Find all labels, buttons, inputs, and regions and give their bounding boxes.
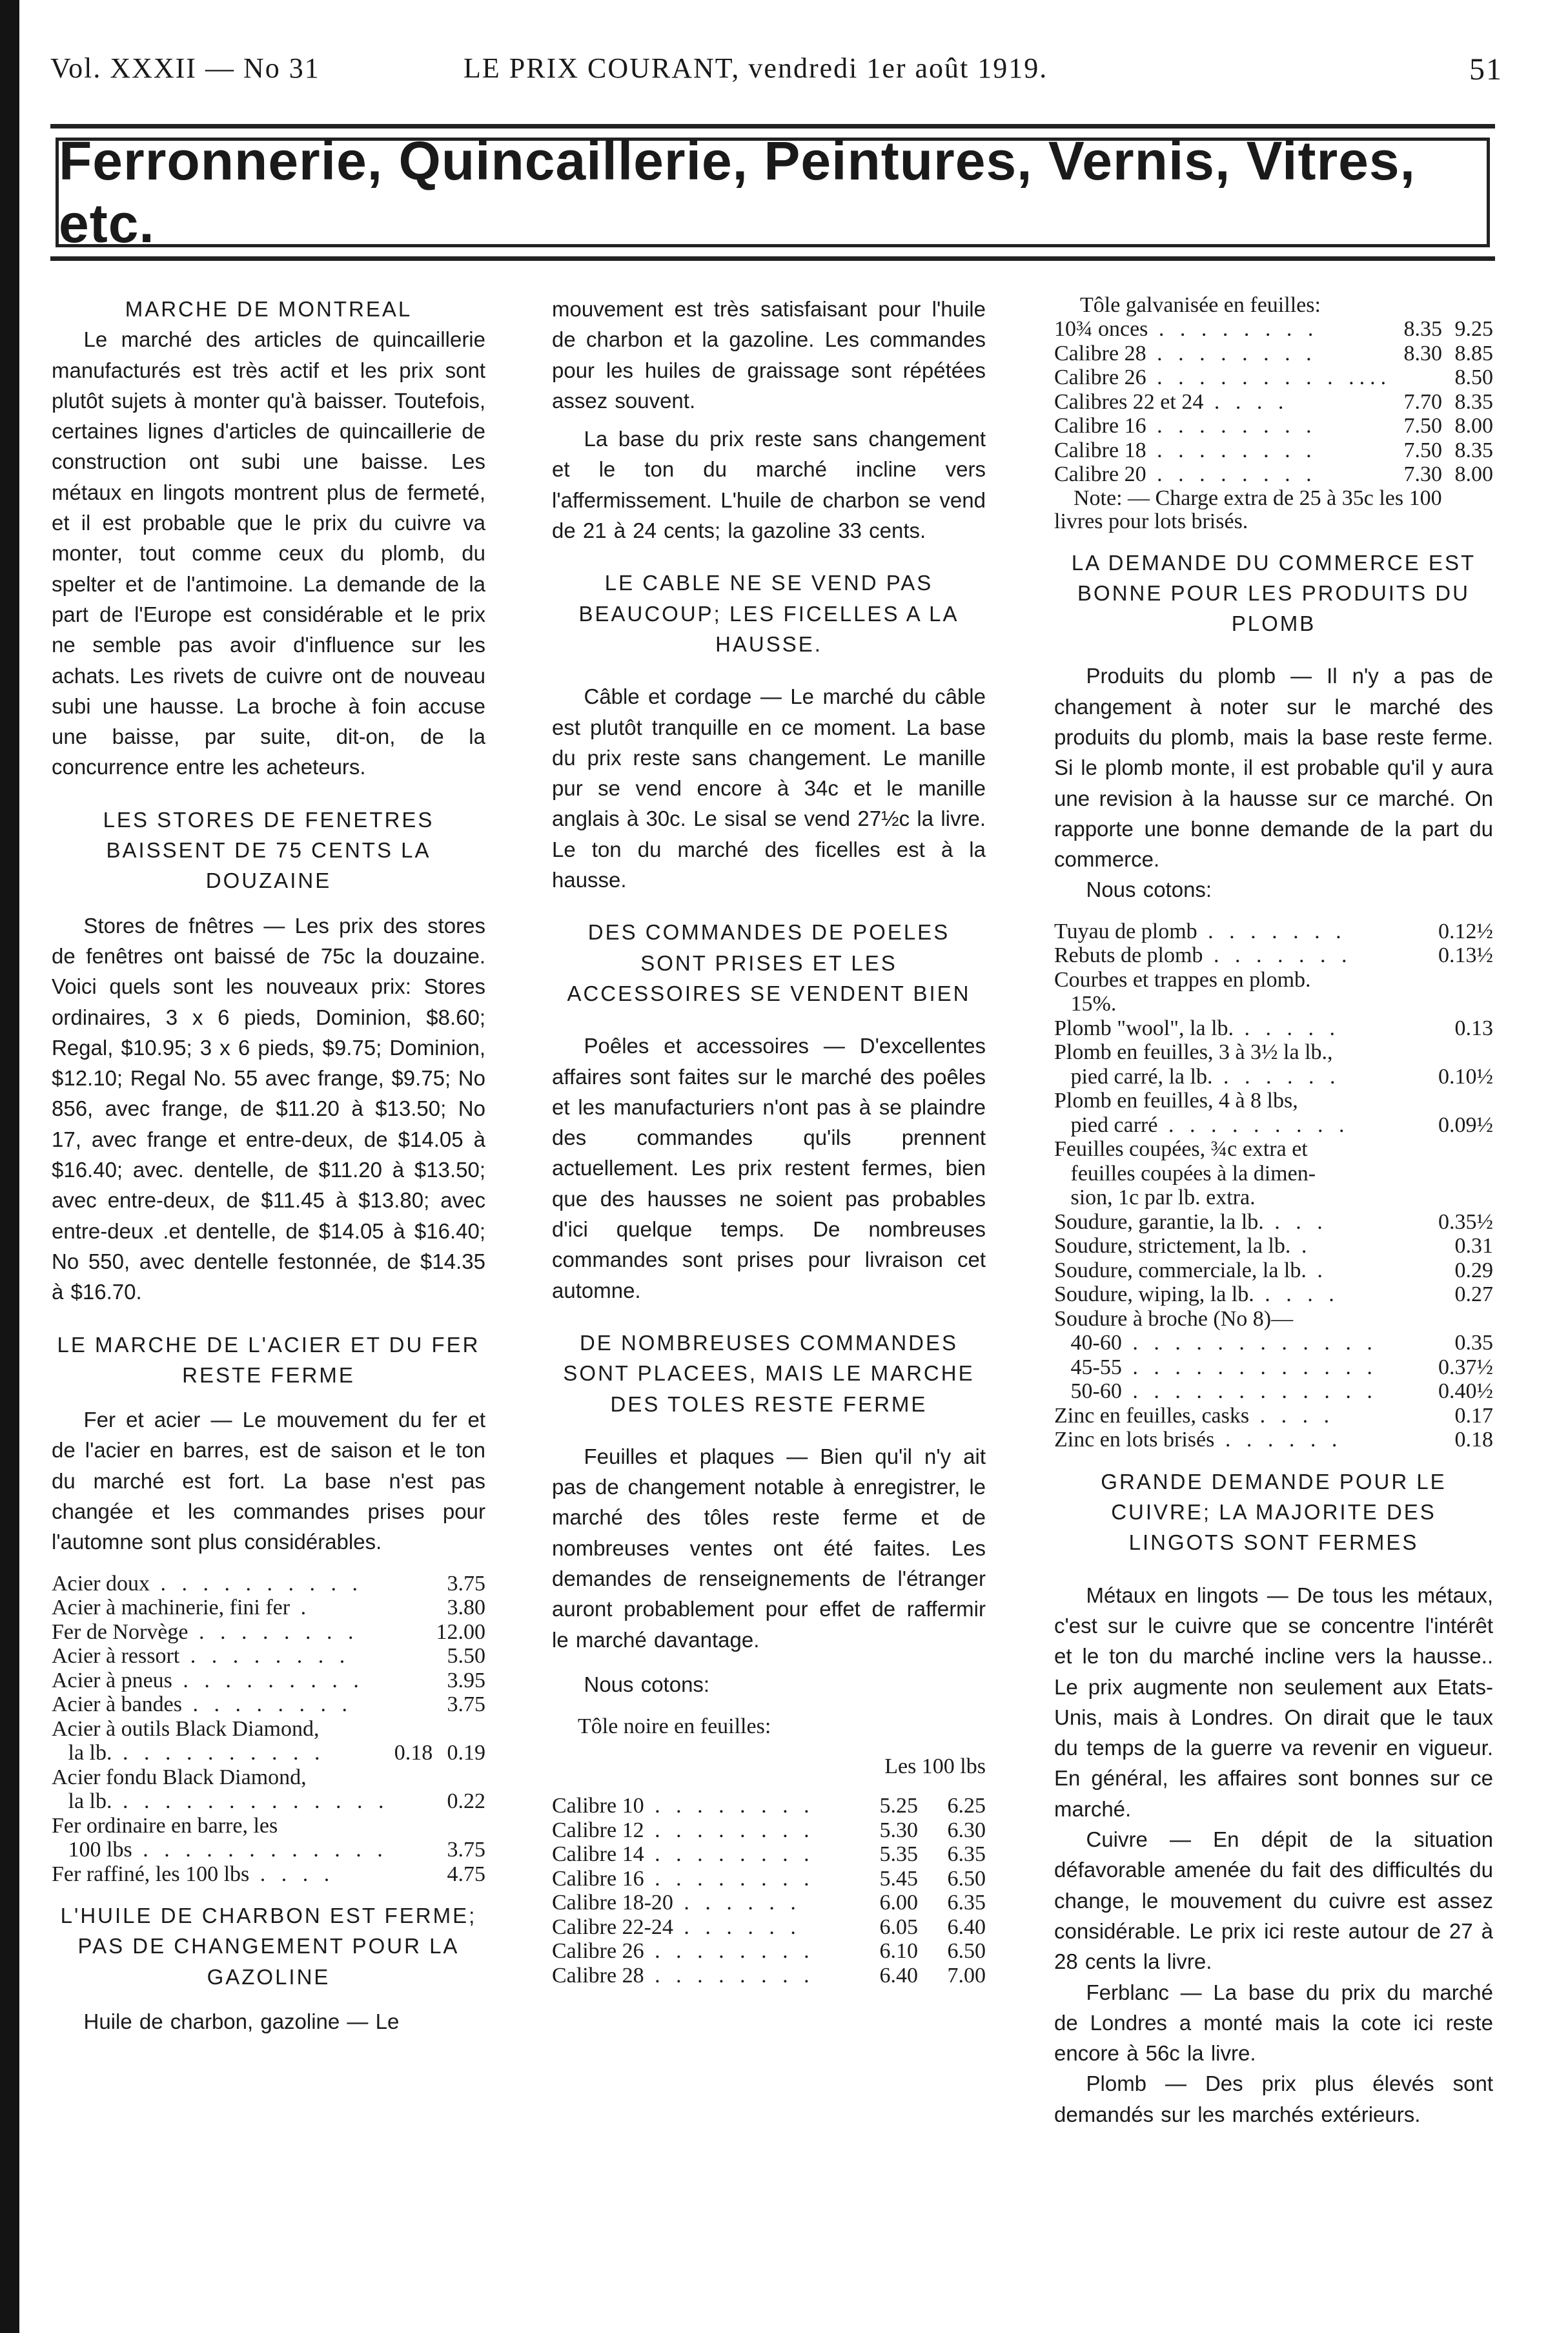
price-row [1054,1404,1493,1428]
price-label: Acier fondu Black Diamond, [52,1765,307,1789]
price-label: Calibre 16 [552,1866,644,1891]
leader-dots: . . . . . . . . [644,1842,815,1867]
article-paragraph: La base du prix reste sans changement et le ton du marché incline vers l'affermissement. L'huile de charbon se vend de 21 à 24 cents; la gazoline 33 cents. [552,427,986,543]
leader-dots: . . . . . . . . . . . . . [112,1789,389,1814]
price-low [389,1644,433,1669]
price-row [52,1741,485,1765]
running-header [50,52,1503,90]
price-high: 8.00 [1454,414,1493,438]
price-label: Calibres 22 et 24 [1054,389,1204,414]
price-row [1054,1210,1493,1235]
leader-dots: . . . . [1203,389,1289,414]
price-high: 6.50 [947,1939,986,1964]
headline: DE NOMBREUSES COMMANDES SONT PLACEES, MAIS LE MARCHE DES TOLES RESTE FERME [563,1330,975,1416]
price-row [552,1939,986,1964]
price-high: 6.50 [947,1866,986,1891]
leader-dots: . . . . . . [673,1891,801,1915]
price-high: 3.80 [447,1596,485,1620]
price-low [389,1765,433,1790]
price-label: Plomb "wool", la lb. [1054,1016,1234,1040]
price-row [1054,1259,1493,1283]
price-row [52,1620,485,1645]
price-high: 8.00 [1454,462,1493,486]
price-row [1054,943,1493,968]
price-label: feuilles coupées à la dimen- [1054,1161,1316,1186]
price-low [389,1572,433,1596]
price-high: 3.75 [447,1838,485,1862]
price-high: 0.19 [447,1741,485,1765]
price-row [1054,1040,1493,1065]
price-row [52,1644,485,1669]
price-label: 45-55 [1054,1355,1122,1379]
price-label: Calibre 14 [552,1842,644,1867]
price-label: Calibre 20 [1054,462,1146,486]
price-label: 15%. [1054,992,1117,1016]
price-row [552,1794,986,1818]
price-low [389,1814,433,1838]
headline: LE MARCHE DE L'ACIER ET DU FER RESTE FERME [57,1332,480,1387]
price-low: 8.30 [1403,341,1443,365]
article-paragraph: Nous cotons: [1086,878,1212,902]
price-low: 7.70 [1403,389,1443,414]
price-high: 6.35 [947,1842,986,1867]
leader-dots: . . . . . . . . [182,1692,353,1717]
price-label: 100 lbs [52,1838,132,1862]
price-row [1054,342,1493,366]
price-row [1054,1355,1493,1380]
price-label: Courbes et trappes en plomb. [1054,967,1311,992]
price-low: 5.35 [879,1842,918,1867]
price-label: Soudure, commerciale, la lb. [1054,1258,1307,1282]
price-label: Soudure à broche (No 8)— [1054,1306,1294,1331]
leader-dots: . . . . . . [1212,1064,1341,1089]
price-label: Acier à ressort [52,1644,180,1669]
price-row [52,1692,485,1717]
price-high: 0.09½ [1438,1113,1493,1137]
price-label: Soudure, garantie, la lb. [1054,1209,1264,1234]
article-paragraph: Stores de fnêtres — Les prix des stores de fenêtres ont baissé de 75c la douzaine. Voici quels sont les nouveaux prix: Stores ordinaires, 3 x 6 pieds, Dominion, $8.60; Regal, $10.95; 3 x 6 pieds, $9.75; Dominion, $12.10; Regal No. 55 avec frange, $9.75; No 856, avec frange, de $11.20 à $13.50; No 17, avec frange et entre-deux, de $14.05 à $16.40; avec. dentelle, de $11.20 à $13.50; avec entre-deux, de $11.45 à $13.80; avec entre-deux .et dentelle, de $14.05 à $16.40; No 550, avec dentelle festonnée, de $14.35 à $16.70. [52,913,485,1304]
price-label: Zinc en feuilles, casks [1054,1403,1250,1428]
price-list-title: Tôle noire en feuilles: [578,1714,771,1739]
headline: LA DEMANDE DU COMMERCE EST BONNE POUR LES PRODUITS DU PLOMB [1071,550,1476,636]
price-row [52,1862,485,1887]
price-row [1054,1379,1493,1404]
price-low [389,1620,433,1645]
price-row [1054,1137,1493,1162]
leader-dots: . . . . [1249,1403,1335,1428]
price-row [552,1818,986,1843]
leader-dots: . . . . . . . [1203,943,1352,968]
headline: DES COMMANDES DE POELES SONT PRISES ET LES ACCESSOIRES SE VENDENT BIEN [567,920,971,1005]
leader-dots: . . . . . . . . [188,1619,359,1644]
price-label: Soudure, strictement, la lb. [1054,1234,1291,1259]
price-low: 6.10 [879,1939,918,1964]
galvanized-sheet-price-list [1054,317,1493,487]
price-high: 0.22 [447,1789,485,1814]
article-paragraph: Le marché des articles de quincaillerie manufacturés est très actif et les prix sont plutôt sujets à monter qu'à baisser. Toutefois, certaines lignes d'articles de quincaillerie de construction ont subi une baisse. Les métaux en lingots montrent plus de fermeté, et il est probable que le prix du cuivre va monter, tout comme ceux du plomb, du spelter et de l'antimoine. La demande de la part de l'Europe est considérable et le prix ne semble pas avoir d'influence sur les achats. Les rivets de cuivre ont de nouveau subi une hausse. La broche à foin accuse une baisse, par suite, dit-on, de la concurrence entre les acheteurs. [52,327,485,779]
price-low: 5.25 [879,1794,918,1818]
price-row [1054,992,1493,1016]
price-row [52,1717,485,1742]
article-paragraph: Produits du plomb — Il n'y a pas de changement à noter sur le marché des produits du plomb, mais la base reste ferme. Si le plomb monte, il est probable qu'il y aura une revision à la hausse sur ce marché. On rapporte une bonne demande de la part du commerce. [1054,664,1493,872]
price-high [1425,1307,1493,1331]
price-high: 0.37½ [1438,1355,1493,1379]
headline: GRANDE DEMANDE POUR LE CUIVRE; LA MAJORITE DES LINGOTS SONT FERMES [1101,1469,1447,1555]
price-high: 0.13½ [1438,943,1493,968]
price-unit-label: Les 100 lbs [884,1754,986,1779]
price-high: 0.18 [1454,1428,1493,1452]
price-label: Zinc en lots brisés [1054,1428,1215,1452]
price-high: 0.13 [1454,1016,1493,1040]
price-label: Calibre 26 [1054,365,1146,389]
leader-dots: . . . . . . . . [644,1794,815,1818]
leader-dots: . . . . . . . . [1146,438,1317,462]
price-low: 7.50 [1403,414,1443,438]
price-row [1054,462,1493,487]
price-high [1425,968,1493,992]
price-high: 5.50 [447,1644,485,1669]
price-high: 6.30 [947,1818,986,1842]
price-row [1054,390,1493,415]
price-row [1054,1065,1493,1089]
price-high: 0.40½ [1438,1379,1493,1404]
price-label: pied carré [1054,1113,1158,1137]
price-high: 6.40 [947,1915,986,1939]
price-note: Note: — Charge extra de 25 à 35c les 100 livres pour lots brisés. [1054,486,1442,533]
column-3 [1054,294,1493,2130]
article-paragraph: Feuilles et plaques — Bien qu'il n'y ait pas de changement notable à enregistrer, le marché des tôles reste ferme et de nombreuses ventes ont été faites. Les demandes de renseignements de l'étranger auront probablement pour effet de raffermir le marché davantage. [552,1444,986,1652]
price-row [1054,1234,1493,1259]
column-1 [52,294,485,2037]
price-list-title: Tôle galvanisée en feuilles: [1080,293,1321,317]
price-label: Acier à machinerie, fini fer [52,1596,290,1620]
price-low: 6.40 [879,1963,918,1988]
price-row [1054,414,1493,438]
leader-dots: . . . . . . . . . .... [1146,365,1392,389]
price-high [433,1765,485,1790]
price-label: Calibre 28 [552,1963,644,1988]
leader-dots: . . . . . . [673,1915,801,1939]
leader-dots: . . . . . . . . [644,1818,815,1842]
article-paragraph: Cuivre — En dépit de la situation défavorable amenée du fait des difficultés du change, le mouvement du cuivre est assez considérable. Le prix ici reste autour de 27 à 28 cents la livre. [1054,1827,1493,1974]
leader-dots: . . . . . . . . [179,1644,351,1669]
section-banner [50,124,1495,261]
price-high [433,1814,485,1838]
price-high: 4.75 [447,1862,485,1886]
leader-dots: . . . [1263,1209,1328,1234]
price-row [52,1669,485,1693]
price-low: 5.45 [879,1866,918,1891]
article-paragraph: Nous cotons: [584,1672,710,1696]
price-label: Acier doux [52,1571,150,1596]
leader-dots: . . . . . . . . [644,1963,815,1988]
price-label: Fer raffiné, les 100 lbs [52,1862,250,1886]
leader-dots: . . . . . . . . . [1157,1113,1350,1137]
article-paragraph: Fer et acier — Le mouvement du fer et de l'acier en barres, est de saison et le ton du marché est fort. La base n'est pas changée et les commandes prises pour l'automne sont plus considérables. [52,1408,485,1554]
price-row [1054,1089,1493,1113]
page-binding-edge [0,0,19,2333]
price-label: 10¾ onces [1054,317,1148,341]
leader-dots: . . . . . . . . . [172,1668,364,1692]
price-high: 0.12½ [1438,919,1493,943]
lead-price-list [1054,920,1493,1452]
page-number: 51 [1469,52,1503,87]
steel-price-list [52,1572,485,1887]
price-row [552,1842,986,1867]
price-high: 3.75 [447,1692,485,1717]
price-high: 0.35½ [1438,1209,1493,1234]
price-label: Calibre 28 [1054,341,1146,365]
article-paragraph: Ferblanc — La base du prix du marché de Londres a monté mais la cote ici reste encore à 56c la livre. [1054,1980,1493,2066]
leader-dots: . . . . . . . . [1146,414,1317,438]
price-row [552,1915,986,1940]
price-row [1054,1113,1493,1138]
price-low: 8.35 [1403,317,1443,341]
price-high: 6.35 [947,1891,986,1915]
price-row [52,1596,485,1620]
price-label: Calibre 12 [552,1818,644,1842]
article-paragraph: mouvement est très satisfaisant pour l'huile de charbon et la gazoline. Les commandes pour les huiles de graissage sont répétées assez souvent. [552,297,986,413]
leader-dots: . . . . . . . . [644,1866,815,1891]
price-low [389,1717,433,1742]
price-label: Fer de Norvège [52,1619,188,1644]
price-row [1054,317,1493,342]
price-label: Acier à bandes [52,1692,183,1717]
price-row [52,1765,485,1790]
banner-frame [56,130,1490,254]
article-paragraph: Plomb — Des prix plus élevés sont demandés sur les marchés extérieurs. [1054,2071,1493,2126]
price-label: Feuilles coupées, ¾c extra et [1054,1137,1308,1162]
price-row [1054,1331,1493,1355]
price-low [389,1669,433,1693]
price-label: la lb. [52,1741,112,1765]
price-high [1425,1162,1493,1186]
leader-dots: . . . . . . . [1197,919,1347,943]
price-label: Plomb en feuilles, 3 à 3½ la lb., [1054,1040,1333,1065]
masthead: LE PRIX COURANT, vendredi 1er août 1919. [463,52,1048,84]
price-row [1054,968,1493,992]
price-label: Calibre 16 [1054,414,1146,438]
price-row [1054,1016,1493,1041]
price-label: 50-60 [1054,1379,1122,1404]
price-label: la lb. [52,1789,112,1814]
price-low [389,1692,433,1717]
price-high: 7.00 [947,1963,986,1988]
price-row [1054,1307,1493,1331]
price-high [1425,1089,1493,1113]
price-low [389,1789,433,1814]
leader-dots: . . . . [249,1862,335,1886]
price-low: 6.00 [879,1891,918,1915]
leader-dots: . . . . . . . . . . [150,1571,363,1596]
price-row [1054,1282,1493,1307]
price-high [1425,992,1493,1016]
leader-dots: . . . . . . . . [1146,341,1317,365]
price-label: Acier à outils Black Diamond, [52,1716,320,1741]
price-row [52,1814,485,1838]
leader-dots: . . . . . . . . . . . . [1121,1355,1378,1379]
price-high: 8.35 [1454,438,1493,462]
leader-dots: . . . . . . . . [1146,462,1317,486]
price-label: pied carré, la lb. [1054,1064,1213,1089]
price-label: Calibre 26 [552,1939,644,1964]
price-high [1425,1040,1493,1065]
price-high: 6.25 [947,1794,986,1818]
price-high: 12.00 [436,1619,485,1644]
price-row [1054,1428,1493,1452]
price-label: 40-60 [1054,1331,1122,1355]
leader-dots: . . . . [1254,1282,1339,1307]
price-high [433,1717,485,1742]
column-2 [552,294,986,1988]
price-low: 7.30 [1403,462,1443,486]
leader-dots: . . . . . . . . . . [112,1741,325,1765]
price-row [552,1867,986,1891]
price-label: Calibre 10 [552,1794,644,1818]
price-row [1054,365,1493,390]
price-high [1425,1186,1493,1210]
price-high: 9.25 [1454,317,1493,341]
leader-dots: . . . . . . . . [644,1939,815,1964]
article-paragraph: Métaux en lingots — De tous les métaux, c'est sur le cuivre que se concentre l'intérêt et le ton du marché incline vers la hausse.. Le prix augmente non seulement aux Etats-Unis, mais à Londres. On dirait que le taux du temps de la guerre va revenir en vigueur. En général, les affaires sont bonnes sur ce marché. [1054,1583,1493,1821]
price-label: Calibre 22-24 [552,1915,673,1939]
black-sheet-price-list [552,1794,986,1988]
volume-number: Vol. XXXII — No 31 [50,52,320,84]
price-high: 0.35 [1454,1331,1493,1355]
price-label: Acier à pneus [52,1668,172,1692]
price-low: 0.18 [394,1741,433,1765]
article-paragraph: Poêles et accessoires — D'excellentes affaires sont faites sur le marché des poêles et les manufacturiers n'ont pas à se plaindre des commandes qu'ils prennent actuellement. Les prix restent fermes, bien que des hausses ne soient pas probables d'ici quelque temps. De nombreuses commandes sont prises pour livraison cet automne. [552,1034,986,1302]
price-row [1054,1186,1493,1210]
price-label: Fer ordinaire en barre, les [52,1813,278,1838]
price-label: Calibre 18 [1054,438,1146,462]
price-label: Rebuts de plomb [1054,943,1203,968]
leader-dots: . [290,1596,312,1620]
price-row [552,1964,986,1988]
price-low: 6.05 [879,1915,918,1939]
price-row [1054,438,1493,463]
price-high: 0.10½ [1438,1064,1493,1089]
leader-dots: . . . . . . [1214,1428,1343,1452]
price-high: 0.31 [1454,1234,1493,1259]
price-label: sion, 1c par lb. extra. [1054,1186,1256,1210]
price-high: 3.75 [447,1571,485,1596]
price-high: 0.29 [1454,1258,1493,1282]
price-label: Soudure, wiping, la lb. [1054,1282,1254,1307]
price-high: 0.27 [1454,1282,1493,1307]
price-low: 7.50 [1403,438,1443,462]
headline: LE CABLE NE SE VEND PAS BEAUCOUP; LES FICELLES A LA HAUSSE. [578,571,959,656]
price-row [52,1572,485,1596]
article-paragraph: Câble et cordage — Le marché du câble est plutôt tranquille en ce moment. La base du prix reste sans changement. Le manille pur se vend encore à 34c et le manille anglais à 30c. Le sisal se vend 27½c la livre. Le ton du marché des ficelles est à la hausse. [552,684,986,892]
price-high: 0.17 [1454,1403,1493,1428]
leader-dots: . . . . . . . . . . . . [1121,1331,1378,1355]
banner-title: Ferronnerie, Quincaillerie, Peintures, Vernis, Vitres, etc. [59,130,1416,254]
price-row [52,1838,485,1862]
headline: MARCHE DE MONTREAL [125,297,412,321]
headline: L'HUILE DE CHARBON EST FERME; PAS DE CHANGEMENT POUR LA GAZOLINE [60,1904,477,1989]
leader-dots: . . . . . [1234,1016,1341,1040]
price-row [552,1891,986,1915]
price-label: Calibre 18-20 [552,1891,673,1915]
leader-dots: . [1306,1258,1328,1282]
article-paragraph: Huile de charbon, gazoline — Le [83,2009,400,2033]
leader-dots: . . . . . . . . . . . . [1121,1379,1378,1404]
price-low [1391,365,1442,390]
headline: LES STORES DE FENETRES BAISSENT DE 75 CENTS LA DOUZAINE [103,807,434,893]
price-row [1054,920,1493,944]
price-label: Tuyau de plomb [1054,919,1197,943]
price-low [389,1862,433,1887]
price-low: 5.30 [879,1818,918,1842]
leader-dots: . . . . . . . . [1148,317,1319,341]
price-high: 8.35 [1454,389,1493,414]
price-high [1425,1137,1493,1162]
leader-dots: . [1290,1234,1312,1259]
price-row [52,1789,485,1814]
price-high: 8.50 [1454,365,1493,389]
price-low [389,1838,433,1862]
price-high: 3.95 [447,1668,485,1692]
price-low [389,1596,433,1620]
leader-dots: . . . . . . . . . . . . [132,1838,388,1862]
price-row [1054,1162,1493,1186]
price-high: 8.85 [1454,341,1493,365]
price-label: Plomb en feuilles, 4 à 8 lbs, [1054,1089,1298,1113]
